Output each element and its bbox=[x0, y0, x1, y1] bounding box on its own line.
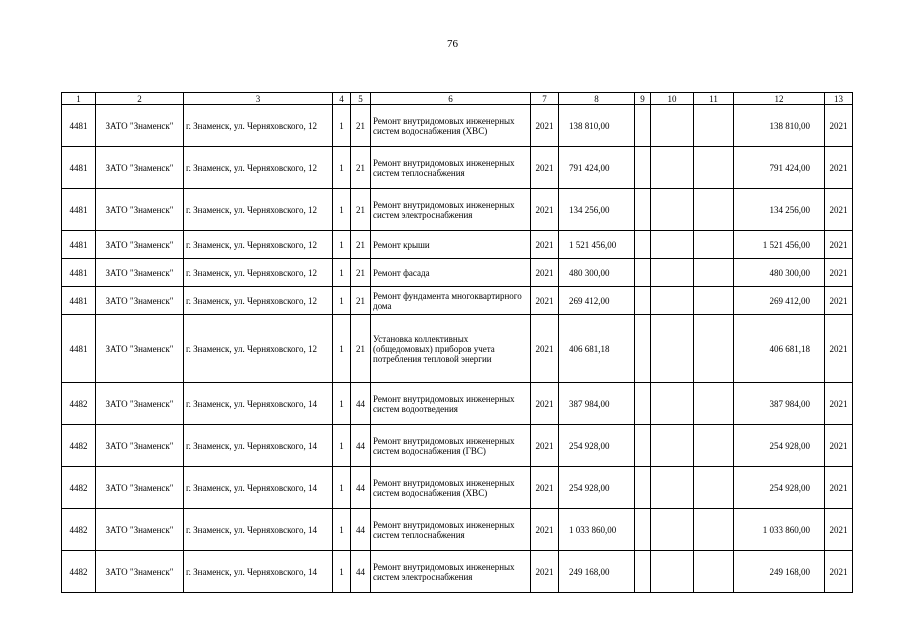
cell-col4: 1 bbox=[333, 551, 351, 593]
cell-col5: 21 bbox=[351, 189, 371, 231]
cell-col5: 44 bbox=[351, 425, 371, 467]
cell-col11 bbox=[694, 509, 734, 551]
header-cell: 1 bbox=[62, 93, 96, 105]
cell-municipality: ЗАТО "Знаменск" bbox=[96, 231, 184, 259]
cell-cost: 269 412,00 bbox=[559, 287, 635, 315]
table-row bbox=[62, 147, 853, 189]
cell-col10 bbox=[651, 287, 694, 315]
cell-col11 bbox=[694, 383, 734, 425]
table-row bbox=[62, 551, 853, 593]
cell-object-id: 4482 bbox=[62, 467, 96, 509]
cell-amount: 134 256,00 bbox=[734, 189, 825, 231]
cell-col10 bbox=[651, 315, 694, 383]
cell-col4: 1 bbox=[333, 231, 351, 259]
cell-col5: 21 bbox=[351, 105, 371, 147]
cell-work-type: Ремонт фасада bbox=[371, 259, 531, 287]
cell-address: г. Знаменск, ул. Черняховского, 12 bbox=[184, 147, 333, 189]
cell-municipality: ЗАТО "Знаменск" bbox=[96, 509, 184, 551]
cell-amount: 254 928,00 bbox=[734, 467, 825, 509]
cell-col10 bbox=[651, 147, 694, 189]
cell-col5: 21 bbox=[351, 231, 371, 259]
cell-amount: 791 424,00 bbox=[734, 147, 825, 189]
cell-col11 bbox=[694, 551, 734, 593]
header-cell: 10 bbox=[651, 93, 694, 105]
cell-cost: 254 928,00 bbox=[559, 467, 635, 509]
cell-municipality: ЗАТО "Знаменск" bbox=[96, 467, 184, 509]
cell-year: 2021 bbox=[531, 383, 559, 425]
cell-cost: 138 810,00 bbox=[559, 105, 635, 147]
cell-address: г. Знаменск, ул. Черняховского, 14 bbox=[184, 383, 333, 425]
cell-year-end: 2021 bbox=[825, 189, 853, 231]
cell-year-end: 2021 bbox=[825, 287, 853, 315]
table-row bbox=[62, 105, 853, 147]
cell-year: 2021 bbox=[531, 315, 559, 383]
cell-year-end: 2021 bbox=[825, 105, 853, 147]
cell-col10 bbox=[651, 425, 694, 467]
cell-year-end: 2021 bbox=[825, 147, 853, 189]
table-row bbox=[62, 467, 853, 509]
table-row bbox=[62, 231, 853, 259]
cell-amount: 138 810,00 bbox=[734, 105, 825, 147]
header-cell: 7 bbox=[531, 93, 559, 105]
cell-year: 2021 bbox=[531, 551, 559, 593]
table-row bbox=[62, 383, 853, 425]
cell-col4: 1 bbox=[333, 147, 351, 189]
table-row bbox=[62, 189, 853, 231]
cell-col9 bbox=[635, 287, 651, 315]
cell-year-end: 2021 bbox=[825, 383, 853, 425]
cell-col9 bbox=[635, 383, 651, 425]
cell-col4: 1 bbox=[333, 509, 351, 551]
cell-col10 bbox=[651, 105, 694, 147]
table-row bbox=[62, 509, 853, 551]
cell-address: г. Знаменск, ул. Черняховского, 14 bbox=[184, 425, 333, 467]
cell-work-type: Ремонт внутридомовых инженерных систем теплоснабжения bbox=[371, 147, 531, 189]
cell-address: г. Знаменск, ул. Черняховского, 12 bbox=[184, 287, 333, 315]
cell-object-id: 4482 bbox=[62, 425, 96, 467]
cell-object-id: 4482 bbox=[62, 551, 96, 593]
cell-col5: 44 bbox=[351, 551, 371, 593]
cell-municipality: ЗАТО "Знаменск" bbox=[96, 259, 184, 287]
header-cell: 4 bbox=[333, 93, 351, 105]
header-row bbox=[62, 93, 853, 105]
cell-year: 2021 bbox=[531, 425, 559, 467]
cell-col11 bbox=[694, 105, 734, 147]
cell-object-id: 4481 bbox=[62, 315, 96, 383]
cell-year-end: 2021 bbox=[825, 425, 853, 467]
header-cell: 11 bbox=[694, 93, 734, 105]
cell-address: г. Знаменск, ул. Черняховского, 12 bbox=[184, 189, 333, 231]
cell-cost: 249 168,00 bbox=[559, 551, 635, 593]
cell-col9 bbox=[635, 551, 651, 593]
cell-work-type: Ремонт внутридомовых инженерных систем электроснабжения bbox=[371, 551, 531, 593]
cell-col9 bbox=[635, 509, 651, 551]
cell-work-type: Ремонт внутридомовых инженерных систем теплоснабжения bbox=[371, 509, 531, 551]
cell-col5: 44 bbox=[351, 467, 371, 509]
cell-col5: 44 bbox=[351, 383, 371, 425]
cell-col10 bbox=[651, 189, 694, 231]
data-table bbox=[61, 92, 853, 593]
cell-object-id: 4481 bbox=[62, 259, 96, 287]
table-row bbox=[62, 259, 853, 287]
cell-year-end: 2021 bbox=[825, 231, 853, 259]
cell-municipality: ЗАТО "Знаменск" bbox=[96, 287, 184, 315]
cell-col10 bbox=[651, 467, 694, 509]
cell-col4: 1 bbox=[333, 425, 351, 467]
cell-col4: 1 bbox=[333, 189, 351, 231]
cell-col9 bbox=[635, 259, 651, 287]
cell-object-id: 4481 bbox=[62, 147, 96, 189]
cell-col9 bbox=[635, 147, 651, 189]
cell-col10 bbox=[651, 551, 694, 593]
cell-year-end: 2021 bbox=[825, 551, 853, 593]
cell-year: 2021 bbox=[531, 147, 559, 189]
cell-cost: 1 033 860,00 bbox=[559, 509, 635, 551]
cell-year-end: 2021 bbox=[825, 315, 853, 383]
cell-work-type: Ремонт фундамента многоквартирного дома bbox=[371, 287, 531, 315]
cell-address: г. Знаменск, ул. Черняховского, 12 bbox=[184, 259, 333, 287]
cell-col4: 1 bbox=[333, 315, 351, 383]
cell-municipality: ЗАТО "Знаменск" bbox=[96, 315, 184, 383]
cell-municipality: ЗАТО "Знаменск" bbox=[96, 551, 184, 593]
cell-col4: 1 bbox=[333, 467, 351, 509]
cell-col11 bbox=[694, 287, 734, 315]
cell-cost: 254 928,00 bbox=[559, 425, 635, 467]
cell-work-type: Ремонт внутридомовых инженерных систем электроснабжения bbox=[371, 189, 531, 231]
cell-col11 bbox=[694, 425, 734, 467]
cell-col11 bbox=[694, 315, 734, 383]
cell-work-type: Ремонт внутридомовых инженерных систем водоснабжения (ХВС) bbox=[371, 467, 531, 509]
header-cell: 2 bbox=[96, 93, 184, 105]
cell-work-type: Ремонт внутридомовых инженерных систем водоснабжения (ХВС) bbox=[371, 105, 531, 147]
cell-year-end: 2021 bbox=[825, 509, 853, 551]
cell-year: 2021 bbox=[531, 467, 559, 509]
table-row bbox=[62, 315, 853, 383]
cell-amount: 1 521 456,00 bbox=[734, 231, 825, 259]
cell-municipality: ЗАТО "Знаменск" bbox=[96, 383, 184, 425]
table-row bbox=[62, 425, 853, 467]
cell-object-id: 4482 bbox=[62, 383, 96, 425]
cell-col5: 21 bbox=[351, 259, 371, 287]
cell-address: г. Знаменск, ул. Черняховского, 12 bbox=[184, 315, 333, 383]
cell-address: г. Знаменск, ул. Черняховского, 12 bbox=[184, 231, 333, 259]
cell-year-end: 2021 bbox=[825, 259, 853, 287]
cell-col9 bbox=[635, 467, 651, 509]
cell-cost: 480 300,00 bbox=[559, 259, 635, 287]
cell-object-id: 4481 bbox=[62, 231, 96, 259]
header-cell: 8 bbox=[559, 93, 635, 105]
cell-col9 bbox=[635, 425, 651, 467]
cell-amount: 406 681,18 bbox=[734, 315, 825, 383]
cell-col5: 21 bbox=[351, 287, 371, 315]
cell-cost: 791 424,00 bbox=[559, 147, 635, 189]
cell-municipality: ЗАТО "Знаменск" bbox=[96, 105, 184, 147]
cell-amount: 1 033 860,00 bbox=[734, 509, 825, 551]
cell-address: г. Знаменск, ул. Черняховского, 14 bbox=[184, 551, 333, 593]
cell-year: 2021 bbox=[531, 259, 559, 287]
table-row bbox=[62, 287, 853, 315]
cell-year: 2021 bbox=[531, 509, 559, 551]
cell-col10 bbox=[651, 509, 694, 551]
cell-amount: 387 984,00 bbox=[734, 383, 825, 425]
cell-col10 bbox=[651, 383, 694, 425]
cell-amount: 254 928,00 bbox=[734, 425, 825, 467]
cell-col11 bbox=[694, 189, 734, 231]
cell-col10 bbox=[651, 259, 694, 287]
cell-object-id: 4482 bbox=[62, 509, 96, 551]
cell-col5: 44 bbox=[351, 509, 371, 551]
cell-cost: 1 521 456,00 bbox=[559, 231, 635, 259]
cell-object-id: 4481 bbox=[62, 105, 96, 147]
cell-work-type: Ремонт крыши bbox=[371, 231, 531, 259]
cell-cost: 134 256,00 bbox=[559, 189, 635, 231]
cell-col4: 1 bbox=[333, 105, 351, 147]
cell-col4: 1 bbox=[333, 287, 351, 315]
cell-object-id: 4481 bbox=[62, 189, 96, 231]
cell-col11 bbox=[694, 231, 734, 259]
cell-work-type: Установка коллективных (общедомовых) приборов учета потребления тепловой энергии bbox=[371, 315, 531, 383]
cell-col9 bbox=[635, 105, 651, 147]
cell-work-type: Ремонт внутридомовых инженерных систем водоотведения bbox=[371, 383, 531, 425]
cell-address: г. Знаменск, ул. Черняховского, 12 bbox=[184, 105, 333, 147]
cell-year: 2021 bbox=[531, 189, 559, 231]
cell-municipality: ЗАТО "Знаменск" bbox=[96, 425, 184, 467]
header-cell: 5 bbox=[351, 93, 371, 105]
cell-col9 bbox=[635, 189, 651, 231]
page-number: 76 bbox=[447, 38, 458, 50]
cell-col9 bbox=[635, 315, 651, 383]
cell-col11 bbox=[694, 259, 734, 287]
cell-col4: 1 bbox=[333, 259, 351, 287]
cell-year: 2021 bbox=[531, 105, 559, 147]
cell-object-id: 4481 bbox=[62, 287, 96, 315]
cell-year: 2021 bbox=[531, 287, 559, 315]
cell-address: г. Знаменск, ул. Черняховского, 14 bbox=[184, 509, 333, 551]
cell-amount: 480 300,00 bbox=[734, 259, 825, 287]
cell-col4: 1 bbox=[333, 383, 351, 425]
cell-col11 bbox=[694, 147, 734, 189]
cell-address: г. Знаменск, ул. Черняховского, 14 bbox=[184, 467, 333, 509]
cell-year-end: 2021 bbox=[825, 467, 853, 509]
cell-amount: 249 168,00 bbox=[734, 551, 825, 593]
header-cell: 12 bbox=[734, 93, 825, 105]
header-cell: 13 bbox=[825, 93, 853, 105]
cell-municipality: ЗАТО "Знаменск" bbox=[96, 189, 184, 231]
header-cell: 3 bbox=[184, 93, 333, 105]
cell-municipality: ЗАТО "Знаменск" bbox=[96, 147, 184, 189]
cell-col5: 21 bbox=[351, 315, 371, 383]
cell-col11 bbox=[694, 467, 734, 509]
cell-col10 bbox=[651, 231, 694, 259]
cell-cost: 387 984,00 bbox=[559, 383, 635, 425]
cell-work-type: Ремонт внутридомовых инженерных систем водоснабжения (ГВС) bbox=[371, 425, 531, 467]
cell-col5: 21 bbox=[351, 147, 371, 189]
header-cell: 6 bbox=[371, 93, 531, 105]
cell-year: 2021 bbox=[531, 231, 559, 259]
cell-col9 bbox=[635, 231, 651, 259]
header-cell: 9 bbox=[635, 93, 651, 105]
cell-amount: 269 412,00 bbox=[734, 287, 825, 315]
cell-cost: 406 681,18 bbox=[559, 315, 635, 383]
